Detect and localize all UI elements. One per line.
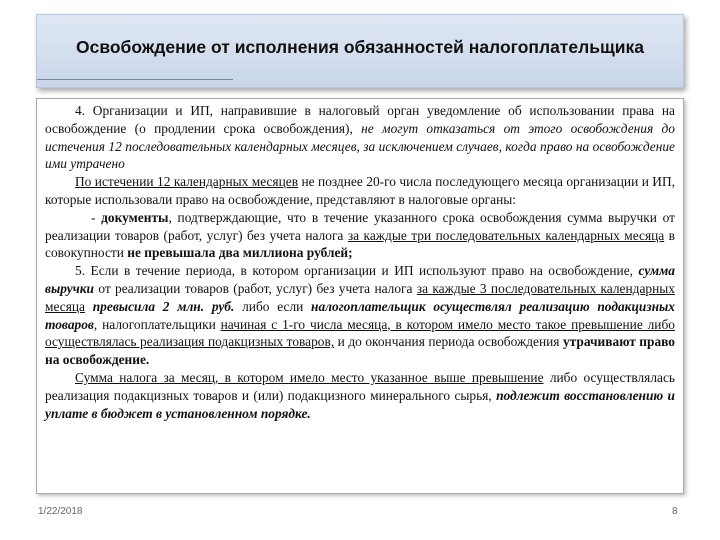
content-box (36, 98, 684, 494)
footer-date: 1/22/2018 (38, 506, 83, 517)
p5-underlined: Сумма налога за месяц, в котором имело место указанное выше превышение (75, 369, 544, 385)
p2-text: не позднее 20-го числа последующего месяца организации и ИП, которые использовали право на освобождение, представляют в налоговые органы: (45, 174, 675, 207)
paragraph-5 (45, 369, 675, 422)
p3-bold-2: не превышала два миллиона рублей; (127, 245, 353, 261)
p3-text-2: в совокупности (45, 227, 676, 261)
p4-space (85, 299, 93, 314)
p4-text-4: , налогоплательщики (93, 316, 221, 332)
p3-underlined: за каждые три последовательных календарных месяца (347, 227, 665, 243)
p1-text: 4. Организации и ИП, направившие в налоговый орган уведомление об использовании права на освобождение (о продлении срока освобождения), (45, 103, 675, 136)
p3-bold: документы (101, 209, 169, 225)
page-number: 8 (672, 506, 678, 517)
title-box (36, 14, 684, 88)
p4-text-2: от реализации товаров (работ, услуг) без учета налога (94, 280, 417, 296)
p4-bold-italic: сумма выручки (45, 263, 675, 296)
slide-title: Освобождение от исполнения обязанностей налогоплательщика (76, 37, 644, 57)
p4-text-5: и до окончания периода освобождения (334, 334, 563, 350)
p1-italic: не могут отказаться от этого освобождения до истечения 12 последовательных календарных месяцев, за исключением случаев, когда право на освобождение ими утрачено (45, 120, 675, 172)
paragraph-3 (45, 209, 675, 262)
p5-text: либо осуществлялась реализация подакцизных товаров и (или) подакцизного минерального сырья, (45, 369, 675, 403)
p4-underlined-2: начиная с 1-го числа месяца, в котором имело место такое превышение либо осуществлялась реализация подакцизных товаров, (45, 316, 675, 350)
paragraph-1 (45, 102, 675, 173)
paragraph-4 (45, 262, 675, 369)
p4-bold-italic-2: превысила 2 млн. руб. (92, 298, 235, 314)
p3-dash: - (91, 209, 102, 225)
p4-text-3: либо если (234, 298, 312, 314)
paragraph-2 (45, 173, 675, 209)
p4-bold-italic-3: налогоплательщик осуществлял реализацию подакцизных товаров (45, 298, 675, 332)
p3-text: , подтверждающие, что в течение указанного срока освобождения сумма выручки от реализации товаров (работ, услуг) без учета налога (45, 209, 675, 243)
p4-bold: утрачивают право на освобождение. (45, 334, 676, 368)
p2-underlined: По истечении 12 календарных месяцев (75, 174, 299, 190)
title-underline (37, 79, 233, 80)
p4-text: 5. Если в течение периода, в котором организации и ИП используют право на освобождение, (75, 263, 639, 279)
p4-underlined: за каждые 3 последовательных календарных месяца (45, 280, 675, 314)
p5-bold-italic: подлежит восстановлению и уплате в бюджет в установленном порядке. (45, 387, 675, 421)
